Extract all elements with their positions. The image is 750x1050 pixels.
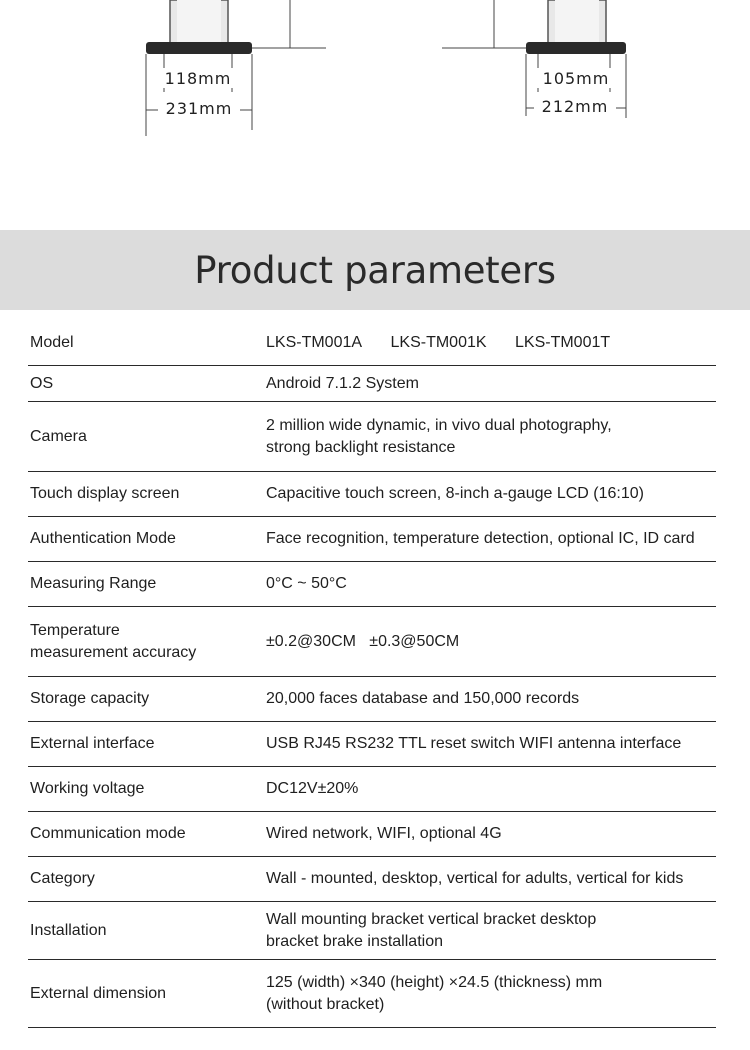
param-value: DC12V±20% [266,780,359,797]
label-line: measurement accuracy [30,643,197,661]
param-value: 0°C ~ 50°C [266,575,347,592]
param-value: USB RJ45 RS232 TTL reset switch WIFI antenna interface [266,735,682,752]
section-header [0,230,750,310]
section-title: Product parameters [194,248,556,292]
param-value: Wall - mounted, desktop, vertical for adults, vertical for kids [266,870,684,887]
param-label: Storage capacity [30,690,150,707]
right-inner-width: 105mm [542,69,610,88]
value-line: Wall mounting bracket vertical bracket desktop [266,910,597,928]
parameters-table [28,320,716,1028]
param-row-category [28,857,716,902]
param-label: Authentication Mode [30,530,176,547]
left-inner-width: 118mm [164,69,232,88]
dimension-diagram [0,0,750,230]
param-value: ±0.2@30CM ±0.3@50CM [266,632,460,650]
param-value [266,415,716,459]
param-value: Android 7.1.2 System [266,374,419,392]
param-label: OS [30,374,54,392]
param-value: 20,000 faces database and 150,000 records [266,690,580,707]
param-row-installation [28,902,716,960]
right-outer-width: 212mm [541,97,609,116]
param-row-camera [28,402,716,472]
param-value [266,909,716,953]
value-line: bracket brake installation [266,932,443,950]
param-label: Working voltage [30,780,145,797]
param-row-temperature-accuracy [28,607,716,677]
param-label: Category [30,870,95,887]
param-label: External interface [30,735,155,752]
param-row-os [28,366,716,402]
param-label: Model [30,333,74,351]
model-t: LKS-TM001T [515,333,611,351]
param-label: Installation [30,921,107,939]
param-value: Wired network, WIFI, optional 4G [266,825,502,842]
param-label [28,620,266,664]
param-value: Capacitive touch screen, 8-inch a-gauge LCD (16:10) [266,485,644,502]
param-row-storage [28,677,716,722]
param-value [266,972,716,1016]
param-label: Measuring Range [30,575,157,592]
param-label: Touch display screen [30,485,180,502]
label-line: Temperature [30,621,120,639]
param-row-external-interface [28,722,716,767]
param-value [266,332,716,354]
model-k: LKS-TM001K [390,333,487,351]
param-label: External dimension [30,984,167,1002]
param-row-model [28,320,716,366]
value-line: (without bracket) [266,995,385,1013]
left-outer-width: 231mm [165,99,233,118]
value-line: 2 million wide dynamic, in vivo dual photography, [266,416,612,434]
value-line: 125 (width) ×340 (height) ×24.5 (thickness) mm [266,973,603,991]
param-label: Camera [30,427,87,445]
param-row-working-voltage [28,767,716,812]
param-row-communication [28,812,716,857]
param-label: Communication mode [30,825,186,842]
value-line: strong backlight resistance [266,438,456,456]
param-value: Face recognition, temperature detection, optional IC, ID card [266,530,695,547]
param-row-touch-display [28,472,716,517]
model-a: LKS-TM001A [266,333,363,351]
param-row-authentication [28,517,716,562]
param-row-measuring-range [28,562,716,607]
param-row-external-dimension [28,960,716,1028]
